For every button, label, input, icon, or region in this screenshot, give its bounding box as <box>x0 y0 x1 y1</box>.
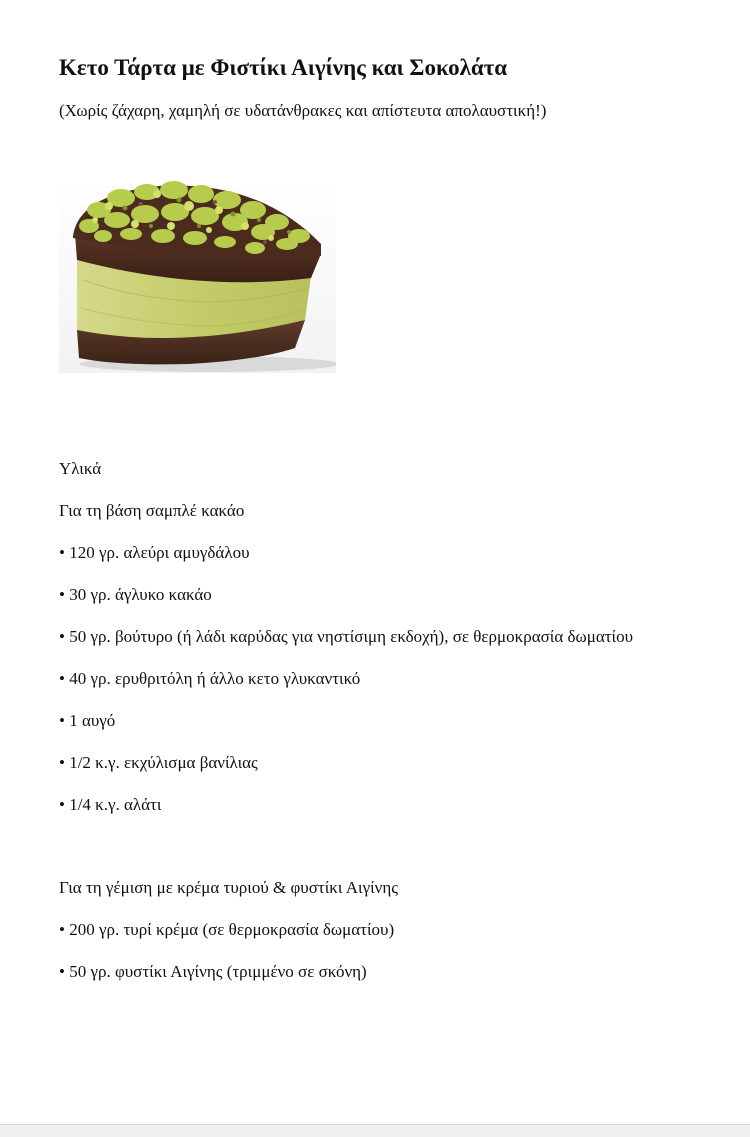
list-item: • 1/4 κ.γ. αλάτι <box>59 795 162 814</box>
list-item: • 40 γρ. ερυθριτόλη ή άλλο κετο γλυκαντικό <box>59 669 361 688</box>
list-item: • 200 γρ. τυρί κρέμα (σε θερμοκρασία δωματίου) <box>59 920 395 939</box>
list-item: • 50 γρ. φυστίκι Αιγίνης (τριμμένο σε σκόνη) <box>59 962 367 981</box>
list-item: • 120 γρ. αλεύρι αμυγδάλου <box>59 543 250 562</box>
list-item: • 1/2 κ.γ. εκχύλισμα βανίλιας <box>59 753 258 772</box>
recipe-subtitle: (Χωρίς ζάχαρη, χαμηλή σε υδατάνθρακες και απίστευτα απολαυστική!) <box>59 101 547 120</box>
list-item: • 1 αυγό <box>59 711 116 730</box>
base-heading: Για τη βάση σαμπλέ κακάο <box>59 501 245 520</box>
tart-slice-photo <box>59 180 336 373</box>
ingredients-heading: Υλικά <box>59 459 102 478</box>
list-item: • 50 γρ. βούτυρο (ή λάδι καρύδας για νηστίσιμη εκδοχή), σε θερμοκρασία δωματίου <box>59 627 634 646</box>
filling-heading: Για τη γέμιση με κρέμα τυριού & φυστίκι Αιγίνης <box>59 878 398 897</box>
page-bottom-edge <box>0 1124 750 1137</box>
list-item: • 30 γρ. άγλυκο κακάο <box>59 585 212 604</box>
recipe-title: Κετο Τάρτα με Φιστίκι Αιγίνης και Σοκολάτα <box>59 55 508 80</box>
